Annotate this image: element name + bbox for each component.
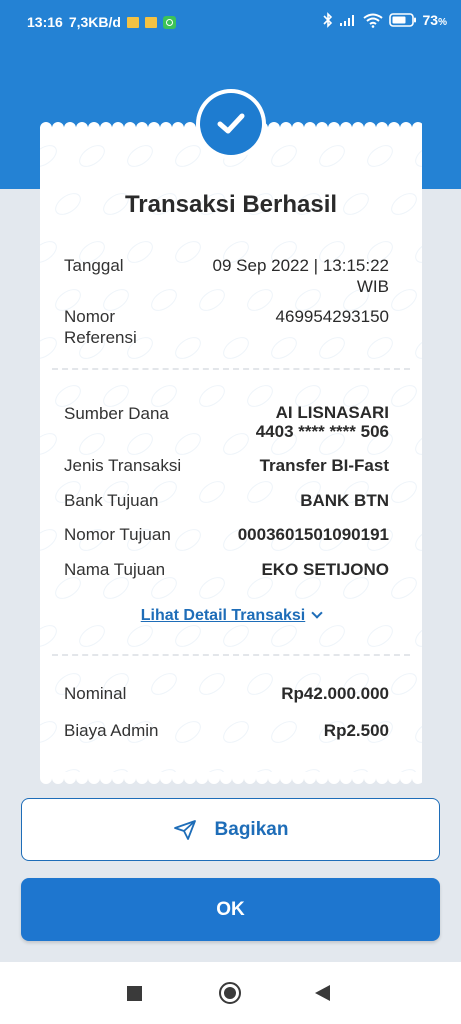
row-nama-tujuan bbox=[64, 559, 389, 581]
detail-transaksi-link[interactable] bbox=[40, 607, 422, 625]
share-button[interactable] bbox=[21, 798, 440, 861]
nomor-tujuan-label: Nomor Tujuan bbox=[64, 525, 171, 544]
receipt-scallop-edge bbox=[40, 772, 422, 784]
sumber-dana-label: Sumber Dana bbox=[64, 404, 169, 423]
tanggal-value: 09 Sep 2022 | 13:15:22 WIB bbox=[212, 256, 389, 296]
bank-tujuan-label: Bank Tujuan bbox=[64, 491, 159, 510]
nominal-label: Nominal bbox=[64, 684, 127, 703]
tanggal-label: Tanggal bbox=[64, 256, 124, 275]
notification-flag-icon bbox=[127, 17, 139, 28]
success-badge bbox=[196, 89, 266, 159]
chevron-down-icon[interactable] bbox=[312, 607, 323, 618]
divider bbox=[52, 654, 410, 656]
bank-tujuan-value: BANK BTN bbox=[300, 491, 389, 510]
ok-button-label: OK bbox=[216, 898, 245, 920]
bri-watermark bbox=[40, 128, 422, 778]
bluetooth-icon bbox=[323, 12, 333, 28]
row-biaya-admin bbox=[64, 720, 389, 742]
sumber-dana-value: AI LISNASARI 4403 **** **** 506 bbox=[255, 403, 389, 441]
android-nav-bar bbox=[0, 962, 461, 1024]
page-title: Transaksi Berhasil bbox=[124, 191, 338, 218]
signal-icon bbox=[339, 13, 357, 27]
battery-percent: 73% bbox=[422, 12, 447, 28]
row-sumber-dana bbox=[64, 403, 389, 447]
divider bbox=[52, 368, 410, 370]
share-button-label: Bagikan bbox=[214, 818, 289, 840]
row-bank-tujuan bbox=[64, 490, 389, 512]
status-bar bbox=[0, 0, 461, 44]
nominal-value: Rp42.000.000 bbox=[281, 684, 389, 703]
nama-tujuan-label: Nama Tujuan bbox=[64, 560, 166, 579]
status-time: 13:16 bbox=[27, 14, 63, 30]
row-nominal bbox=[64, 683, 389, 705]
wifi-icon bbox=[363, 13, 383, 28]
home-icon[interactable] bbox=[219, 982, 241, 1004]
nomor-referensi-label: Nomor Referensi bbox=[64, 307, 137, 347]
jenis-transaksi-value: Transfer BI-Fast bbox=[259, 456, 389, 475]
network-speed: 7,3KB/d bbox=[68, 14, 121, 30]
detail-link-label[interactable]: Lihat Detail Transaksi bbox=[140, 607, 306, 624]
row-tanggal bbox=[64, 255, 389, 299]
nomor-referensi-value: 469954293150 bbox=[275, 307, 389, 326]
row-jenis-transaksi bbox=[64, 455, 389, 477]
notification-flag-icon bbox=[145, 17, 157, 28]
biaya-admin-value: Rp2.500 bbox=[323, 721, 389, 740]
biaya-admin-label: Biaya Admin bbox=[64, 721, 159, 740]
nomor-tujuan-value: 0003601501090191 bbox=[237, 525, 389, 544]
recent-apps-icon[interactable] bbox=[127, 986, 142, 1001]
row-nomor-tujuan bbox=[64, 524, 389, 546]
battery-icon bbox=[389, 13, 417, 27]
ok-button[interactable] bbox=[21, 878, 440, 941]
checkmark-icon bbox=[216, 112, 246, 136]
receipt-card bbox=[40, 128, 422, 778]
back-icon[interactable] bbox=[315, 985, 330, 1001]
row-nomor-referensi bbox=[64, 306, 389, 350]
jenis-transaksi-label: Jenis Transaksi bbox=[64, 456, 182, 475]
send-icon bbox=[173, 819, 197, 841]
nama-tujuan-value: EKO SETIJONO bbox=[261, 560, 389, 579]
whatsapp-icon bbox=[163, 16, 176, 29]
